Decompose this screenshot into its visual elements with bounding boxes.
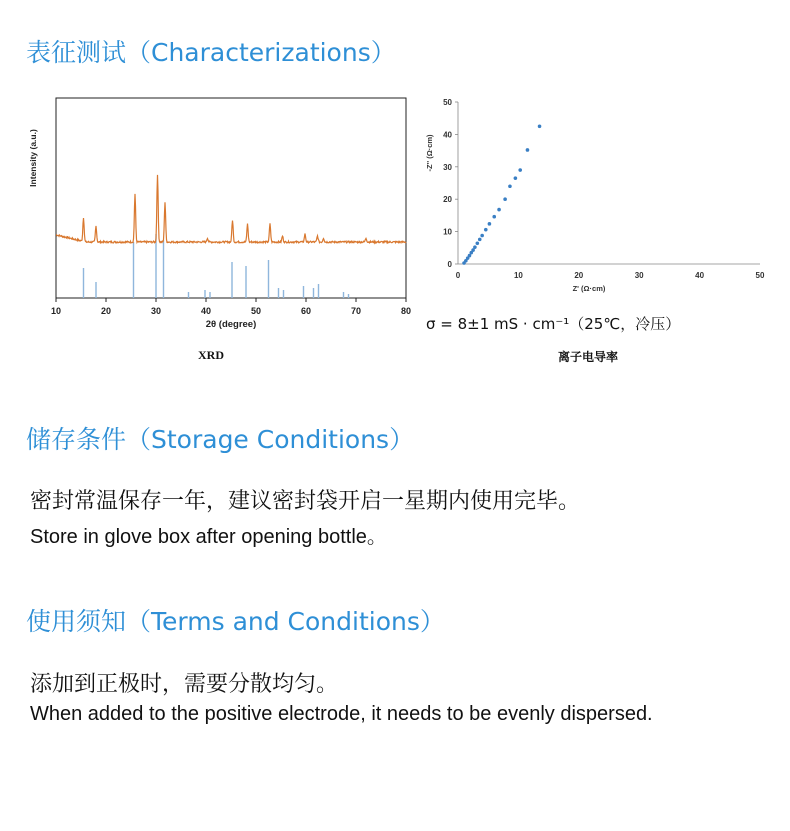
xrd-caption: XRD (198, 348, 224, 362)
eis-data-point (484, 228, 488, 232)
conductivity-annotation: σ = 8±1 mS · cm⁻¹（25℃，冷压） (426, 315, 681, 333)
eis-y-tick-label: 20 (443, 195, 452, 205)
storage-text-en: Store in glove box after opening bottle。 (30, 526, 387, 548)
storage-heading: 储存条件（Storage Conditions） (26, 425, 415, 454)
terms-text-cn: 添加到正极时，需要分散均匀。 (30, 672, 339, 697)
xrd-y-axis-label: Intensity (a.u.) (28, 129, 38, 187)
xrd-x-tick-label: 60 (300, 306, 312, 316)
xrd-x-tick-label: 80 (400, 306, 412, 316)
terms-text-en: When added to the positive electrode, it needs to be evenly dispersed. (30, 703, 653, 725)
eis-y-axis-label: -Z'' (Ω·cm) (425, 134, 434, 172)
eis-y-tick-label: 10 (443, 227, 452, 237)
eis-x-tick-label: 0 (455, 271, 461, 280)
eis-data-point (473, 245, 477, 249)
eis-data-point (480, 234, 484, 238)
eis-data-point (478, 238, 482, 242)
xrd-x-tick-label: 50 (250, 306, 262, 316)
xrd-trace (56, 175, 406, 243)
eis-x-tick-label: 40 (695, 271, 705, 280)
xrd-x-axis-label: 2θ (degree) (205, 319, 257, 330)
eis-data-point (508, 184, 512, 188)
eis-data-point (518, 168, 522, 172)
conductivity-chart (412, 92, 782, 307)
xrd-x-tick-label: 40 (200, 306, 212, 316)
eis-x-tick-label: 30 (634, 271, 644, 280)
storage-text-cn: 密封常温保存一年，建议密封袋开启一星期内使用完毕。 (30, 489, 581, 514)
xrd-x-tick-label: 30 (150, 306, 162, 316)
eis-x-tick-label: 20 (574, 271, 584, 280)
eis-x-tick-label: 10 (513, 271, 523, 280)
eis-y-tick-label: 0 (447, 260, 452, 269)
eis-data-point (526, 148, 530, 152)
xrd-x-tick-label: 70 (350, 306, 362, 316)
eis-x-axis-label: Z' (Ω·cm) (572, 284, 606, 293)
eis-x-tick-label: 50 (755, 271, 765, 280)
xrd-plot-frame (56, 98, 406, 298)
xrd-chart (20, 92, 420, 332)
eis-data-point (538, 125, 542, 129)
eis-data-point (497, 208, 501, 212)
eis-y-tick-label: 40 (443, 130, 452, 140)
eis-data-point (488, 222, 492, 226)
characterization-heading: 表征测试（Characterizations） (26, 38, 396, 67)
xrd-x-tick-label: 10 (50, 306, 62, 316)
eis-data-point (492, 215, 496, 219)
eis-y-tick-label: 30 (443, 162, 452, 172)
eis-data-point (476, 241, 480, 245)
terms-heading: 使用须知（Terms and Conditions） (26, 607, 445, 636)
eis-data-point (514, 176, 518, 180)
xrd-x-tick-label: 20 (100, 306, 112, 316)
eis-data-point (503, 197, 507, 201)
conductivity-caption: 离子电导率 (558, 350, 619, 364)
eis-y-tick-label: 50 (443, 98, 452, 107)
